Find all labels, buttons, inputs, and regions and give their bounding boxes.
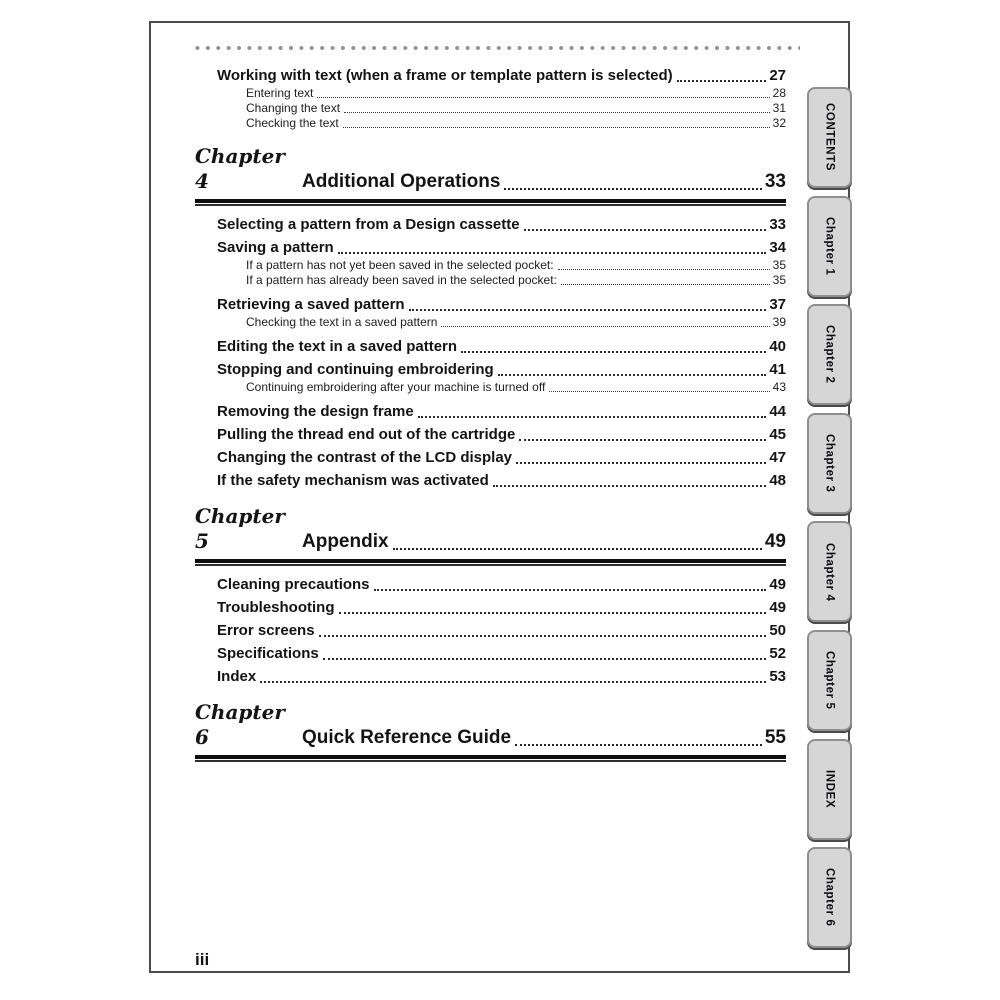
- chapter-heading[interactable]: [195, 504, 786, 554]
- chapter-title: Appendix: [302, 531, 389, 552]
- chapter-label: Chapter 5: [195, 504, 285, 553]
- dot-leader: [441, 326, 769, 327]
- dot-leader: [461, 351, 766, 353]
- toc-entry-page-number: 47: [769, 449, 786, 466]
- chapter-rule: [195, 755, 786, 762]
- chapter-label: Chapter 6: [195, 700, 285, 749]
- dot-leader: [393, 548, 762, 550]
- side-tab[interactable]: [807, 87, 852, 188]
- dot-leader: [260, 681, 766, 683]
- toc-entry-label: Cleaning precautions: [217, 576, 370, 593]
- chapter-label: Chapter 4: [195, 144, 285, 193]
- chapter-page-number: 33: [764, 171, 786, 192]
- side-tab[interactable]: [807, 521, 852, 622]
- dot-leader: [504, 188, 761, 190]
- dot-leader: [418, 416, 767, 418]
- toc-entry-page-number: 41: [769, 361, 786, 378]
- toc-entry-page-number: 49: [769, 599, 786, 616]
- toc-entry-label: Checking the text: [246, 116, 339, 130]
- toc-entry-page-number: 35: [772, 273, 786, 287]
- toc-entry-page-number: 32: [772, 116, 786, 130]
- dot-leader: [515, 744, 762, 746]
- page-number: iii: [195, 950, 210, 969]
- side-tab[interactable]: [807, 196, 852, 297]
- dot-leader: [323, 658, 767, 660]
- dot-leader: [319, 635, 767, 637]
- toc-entry[interactable]: [217, 449, 786, 467]
- toc-entry[interactable]: [217, 599, 786, 617]
- toc-entry[interactable]: [217, 296, 786, 314]
- toc-entry-page-number: 37: [769, 296, 786, 313]
- toc-entry[interactable]: [217, 403, 786, 421]
- chapter-title: Quick Reference Guide: [302, 727, 512, 748]
- dot-leader: [558, 269, 770, 270]
- chapter-heading[interactable]: [195, 144, 786, 194]
- dot-leader: [498, 374, 767, 376]
- toc-entry-label: Editing the text in a saved pattern: [217, 338, 458, 355]
- toc-entry-label: Specifications: [217, 645, 319, 662]
- toc-entry-page-number: 28: [772, 86, 786, 100]
- chapter-heading-block: [195, 504, 786, 566]
- toc-entry-label: Removing the design frame: [217, 403, 414, 420]
- toc-entry-page-number: 48: [769, 472, 786, 489]
- dot-leader: [344, 112, 770, 113]
- side-tab[interactable]: [807, 739, 852, 840]
- toc-entry[interactable]: [246, 102, 786, 115]
- toc-entry-label: If the safety mechanism was activated: [217, 472, 489, 489]
- side-tab-label: Chapter 6: [823, 868, 836, 927]
- toc-entry-page-number: 34: [769, 239, 786, 256]
- toc-entry[interactable]: [217, 668, 786, 686]
- toc-entry-page-number: 43: [772, 380, 786, 394]
- toc-entry-page-number: 52: [769, 645, 786, 662]
- toc-entry-label: Troubleshooting: [217, 599, 335, 616]
- dot-leader: [339, 612, 767, 614]
- toc-entry[interactable]: [246, 117, 786, 130]
- toc-entry-label: Pulling the thread end out of the cartridge: [217, 426, 516, 443]
- toc-entry-page-number: 27: [769, 67, 786, 84]
- toc-entry-label: Retrieving a saved pattern: [217, 296, 405, 313]
- chapter-tab-strip: [807, 87, 852, 948]
- side-tab[interactable]: [807, 847, 852, 948]
- toc-entry-page-number: 35: [772, 258, 786, 272]
- toc-entries: [195, 67, 786, 762]
- dot-leader: [343, 127, 770, 128]
- toc-entry[interactable]: [246, 381, 786, 394]
- toc-entry-label: Selecting a pattern from a Design cassette: [217, 216, 520, 233]
- chapter-section-entries: [195, 216, 786, 490]
- toc-entry-page-number: 33: [769, 216, 786, 233]
- toc-entry-page-number: 53: [769, 668, 786, 685]
- dot-leader: [317, 97, 769, 98]
- manual-page: [149, 21, 850, 973]
- toc-entry[interactable]: [217, 338, 786, 356]
- toc-entry-label: Continuing embroidering after your machine is turned off: [246, 380, 546, 394]
- toc-entry-page-number: 40: [769, 338, 786, 355]
- toc-entry-page-number: 44: [769, 403, 786, 420]
- toc-entry-label: Working with text (when a frame or template pattern is selected): [217, 67, 673, 84]
- side-tab[interactable]: [807, 304, 852, 405]
- toc-entry-label: Changing the text: [246, 101, 341, 115]
- toc-entry-label: If a pattern has already been saved in the selected pocket:: [246, 273, 557, 287]
- chapter-heading[interactable]: [195, 700, 786, 750]
- side-tab-label: INDEX: [823, 769, 836, 809]
- side-tab-label: Chapter 1: [823, 216, 836, 276]
- toc-entry[interactable]: [217, 426, 786, 444]
- toc-entry-page-number: 39: [772, 315, 786, 329]
- dot-leader: [409, 309, 767, 311]
- toc-entry[interactable]: [246, 87, 786, 100]
- toc-entry[interactable]: [217, 645, 786, 663]
- dot-leader: [519, 439, 766, 441]
- toc-entry-label: Stopping and continuing embroidering: [217, 361, 494, 378]
- dot-leader: [338, 252, 767, 254]
- dot-leader: [493, 485, 767, 487]
- toc-entry-label: Saving a pattern: [217, 239, 334, 256]
- toc-entry[interactable]: [246, 259, 786, 272]
- toc-entry[interactable]: [217, 67, 786, 85]
- side-tab-label: Chapter 3: [823, 434, 836, 493]
- toc-entry-label: Checking the text in a saved pattern: [246, 315, 438, 329]
- toc-entry[interactable]: [246, 316, 786, 329]
- toc-entry-label: Error screens: [217, 622, 315, 639]
- toc-entry-label: If a pattern has not yet been saved in the selected pocket:: [246, 258, 554, 272]
- chapter-heading-block: [195, 700, 786, 762]
- dotted-separator: [195, 45, 800, 51]
- toc-entry-page-number: 31: [772, 101, 786, 115]
- chapter-rule: [195, 559, 786, 566]
- dot-leader: [374, 589, 767, 591]
- toc-entry[interactable]: [246, 274, 786, 287]
- toc-entry[interactable]: [217, 239, 786, 257]
- chapter-rule: [195, 199, 786, 206]
- table-of-contents: [195, 45, 786, 762]
- toc-entry[interactable]: [217, 576, 786, 594]
- toc-entry-label: Changing the contrast of the LCD display: [217, 449, 513, 466]
- dot-leader: [561, 284, 770, 285]
- toc-entry-page-number: 49: [769, 576, 786, 593]
- dot-leader: [549, 391, 769, 392]
- side-tab[interactable]: [807, 630, 852, 731]
- side-tab-label: Chapter 5: [823, 651, 836, 710]
- chapter-page-number: 49: [764, 531, 786, 552]
- dot-leader: [524, 229, 767, 231]
- toc-entry[interactable]: [217, 216, 786, 234]
- dot-leader: [516, 462, 766, 464]
- side-tab-label: CONTENTS: [823, 103, 836, 172]
- side-tab[interactable]: [807, 413, 852, 514]
- dot-leader: [677, 80, 767, 82]
- side-tab-label: Chapter 2: [823, 325, 836, 384]
- toc-entry-label: Index: [217, 668, 257, 685]
- toc-entry-page-number: 50: [769, 622, 786, 639]
- chapter-page-number: 55: [764, 727, 786, 748]
- toc-entry[interactable]: [217, 472, 786, 490]
- side-tab-label: Chapter 4: [823, 542, 836, 602]
- chapter-heading-block: [195, 144, 786, 206]
- toc-entry-page-number: 45: [769, 426, 786, 443]
- chapter-title: Additional Operations: [302, 171, 501, 192]
- toc-entry[interactable]: [217, 622, 786, 640]
- toc-entry-label: Entering text: [246, 86, 314, 100]
- chapter-section-entries: [195, 576, 786, 686]
- toc-entry[interactable]: [217, 361, 786, 379]
